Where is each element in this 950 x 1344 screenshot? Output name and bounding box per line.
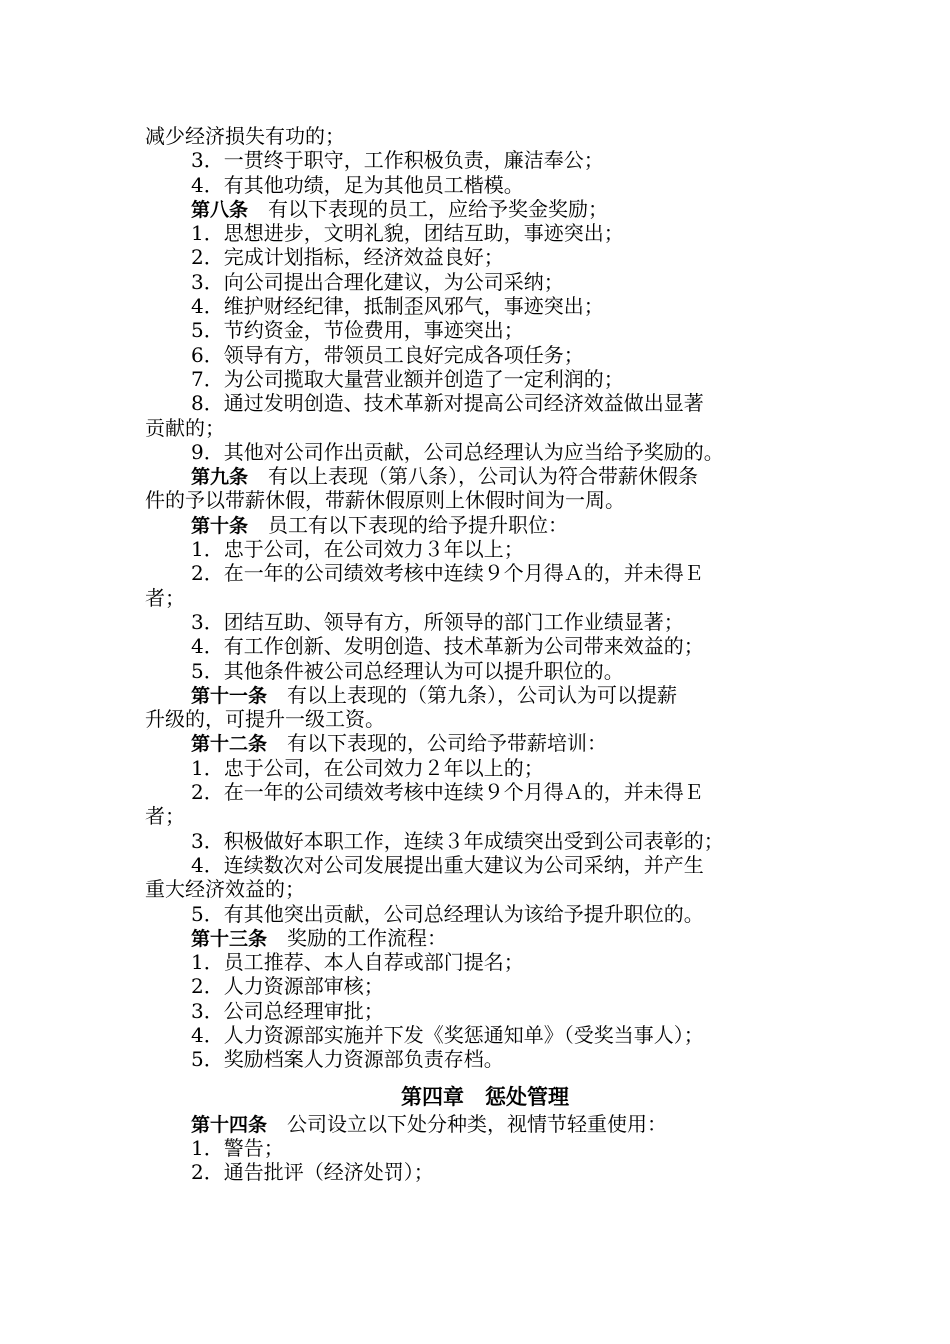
article-line — [145, 731, 815, 755]
text-line — [145, 440, 815, 464]
line-text: 4．连续数次对公司发展提出重大建议为公司采纳，并产生 — [191, 852, 704, 877]
text-line — [145, 1023, 815, 1047]
line-text: 5．奖励档案人力资源部负责存档。 — [191, 1047, 504, 1072]
article-line — [145, 926, 815, 950]
text-line — [145, 221, 815, 245]
article-number: 第八条 — [191, 198, 249, 221]
line-text: 3．一贯终于职守，工作积极负责，廉洁奉公； — [191, 148, 604, 173]
text-line — [145, 367, 815, 391]
document-body — [145, 124, 815, 1184]
article-line — [145, 1112, 815, 1136]
text-line — [145, 148, 815, 172]
section-rewards — [145, 124, 815, 1072]
line-text: 1．警告； — [191, 1135, 284, 1160]
line-text: 5．其他条件被公司总经理认为可以提升职位的。 — [191, 658, 624, 683]
text-line — [145, 950, 815, 974]
text-line — [145, 974, 815, 998]
text-line — [145, 537, 815, 561]
line-text: 重大经济效益的； — [145, 877, 305, 902]
line-text: 5．节约资金，节俭费用，事迹突出； — [191, 318, 524, 343]
line-text: 公司设立以下处分种类，视情节轻重使用： — [287, 1111, 668, 1136]
line-text: 者； — [145, 804, 185, 829]
line-text: 9．其他对公司作出贡献，公司总经理认为应当给予奖励的。 — [191, 439, 724, 464]
text-line — [145, 999, 815, 1023]
text-line — [145, 756, 815, 780]
line-text: 2．在一年的公司绩效考核中连续９个月得Ａ的，并未得Ｅ — [191, 561, 704, 586]
line-text: 员工有以下表现的给予提升职位： — [268, 512, 569, 537]
text-line — [145, 245, 815, 269]
text-line — [145, 804, 815, 828]
line-text: 升级的，可提升一级工资。 — [145, 707, 385, 732]
line-text: 者； — [145, 585, 185, 610]
line-text: 4．有其他功绩，足为其他员工楷模。 — [191, 172, 524, 197]
line-text: 有以上表现的（第九条），公司认为可以提薪 — [287, 682, 678, 707]
line-text: 减少经济损失有功的； — [145, 124, 345, 148]
line-text: 3．团结互助、领导有方，所领导的部门工作业绩显著； — [191, 609, 684, 634]
line-text: 有以上表现（第八条），公司认为符合带薪休假条 — [268, 464, 699, 489]
line-text: 2．完成计划指标，经济效益良好； — [191, 245, 504, 270]
line-text: 4．有工作创新、发明创造、技术革新为公司带来效益的； — [191, 634, 704, 659]
line-text: 7．为公司揽取大量营业额并创造了一定利润的； — [191, 366, 624, 391]
text-line — [145, 1136, 815, 1160]
article-line — [145, 683, 815, 707]
line-text: 3．公司总经理审批； — [191, 998, 384, 1023]
line-text: 2．在一年的公司绩效考核中连续９个月得Ａ的，并未得Ｅ — [191, 780, 704, 805]
text-line — [145, 416, 815, 440]
article-number: 第十条 — [191, 514, 249, 537]
line-text: 贡献的； — [145, 415, 225, 440]
line-text: 2．人力资源部审核； — [191, 974, 384, 999]
text-line — [145, 173, 815, 197]
text-line — [145, 902, 815, 926]
article-number: 第十三条 — [191, 927, 268, 950]
article-line — [145, 513, 815, 537]
text-line — [145, 124, 815, 148]
text-line — [145, 853, 815, 877]
line-text: 8．通过发明创造、技术革新对提高公司经济效益做出显著 — [191, 391, 704, 416]
line-text: 奖励的工作流程： — [287, 925, 448, 950]
text-line — [145, 829, 815, 853]
line-text: 1．忠于公司，在公司效力２年以上的； — [191, 755, 544, 780]
text-line — [145, 294, 815, 318]
line-text: 1．忠于公司，在公司效力３年以上； — [191, 537, 524, 562]
line-text: 1．员工推荐、本人自荐或部门提名； — [191, 950, 524, 975]
text-line — [145, 270, 815, 294]
section-penalties — [145, 1112, 815, 1185]
line-text: 件的予以带薪休假，带薪休假原则上休假时间为一周。 — [145, 488, 625, 513]
line-text: 1．思想进步，文明礼貌，团结互助，事迹突出； — [191, 221, 624, 246]
article-number: 第十一条 — [191, 684, 268, 707]
line-text: 3．向公司提出合理化建议，为公司采纳； — [191, 269, 564, 294]
text-line — [145, 659, 815, 683]
article-line — [145, 464, 815, 488]
text-line — [145, 780, 815, 804]
article-number: 第九条 — [191, 466, 249, 489]
text-line — [145, 707, 815, 731]
text-line — [145, 343, 815, 367]
text-line — [145, 610, 815, 634]
text-line — [145, 561, 815, 585]
text-line — [145, 318, 815, 342]
line-text: 5．有其他突出贡献，公司总经理认为该给予提升职位的。 — [191, 901, 704, 926]
text-line — [145, 634, 815, 658]
line-text: 2．通告批评（经济处罚）； — [191, 1160, 434, 1185]
text-line — [145, 877, 815, 901]
text-line — [145, 488, 815, 512]
text-line — [145, 391, 815, 415]
article-line — [145, 197, 815, 221]
line-text: 4．维护财经纪律，抵制歪风邪气，事迹突出； — [191, 294, 604, 319]
line-text: 3．积极做好本职工作，连续３年成绩突出受到公司表彰的； — [191, 828, 724, 853]
line-text: 有以下表现的员工，应给予奖金奖励； — [268, 196, 609, 221]
line-text: 6．领导有方，带领员工良好完成各项任务； — [191, 342, 584, 367]
line-text: 有以下表现的，公司给予带薪培训： — [287, 731, 608, 756]
text-line — [145, 1160, 815, 1184]
text-line — [145, 586, 815, 610]
text-line — [145, 1047, 815, 1071]
line-text: 4．人力资源部实施并下发《奖惩通知单》（受奖当事人）； — [191, 1022, 704, 1047]
article-number: 第十二条 — [191, 733, 268, 756]
article-number: 第十四条 — [191, 1113, 268, 1136]
chapter-heading: 第四章 惩处管理 — [401, 1084, 569, 1109]
